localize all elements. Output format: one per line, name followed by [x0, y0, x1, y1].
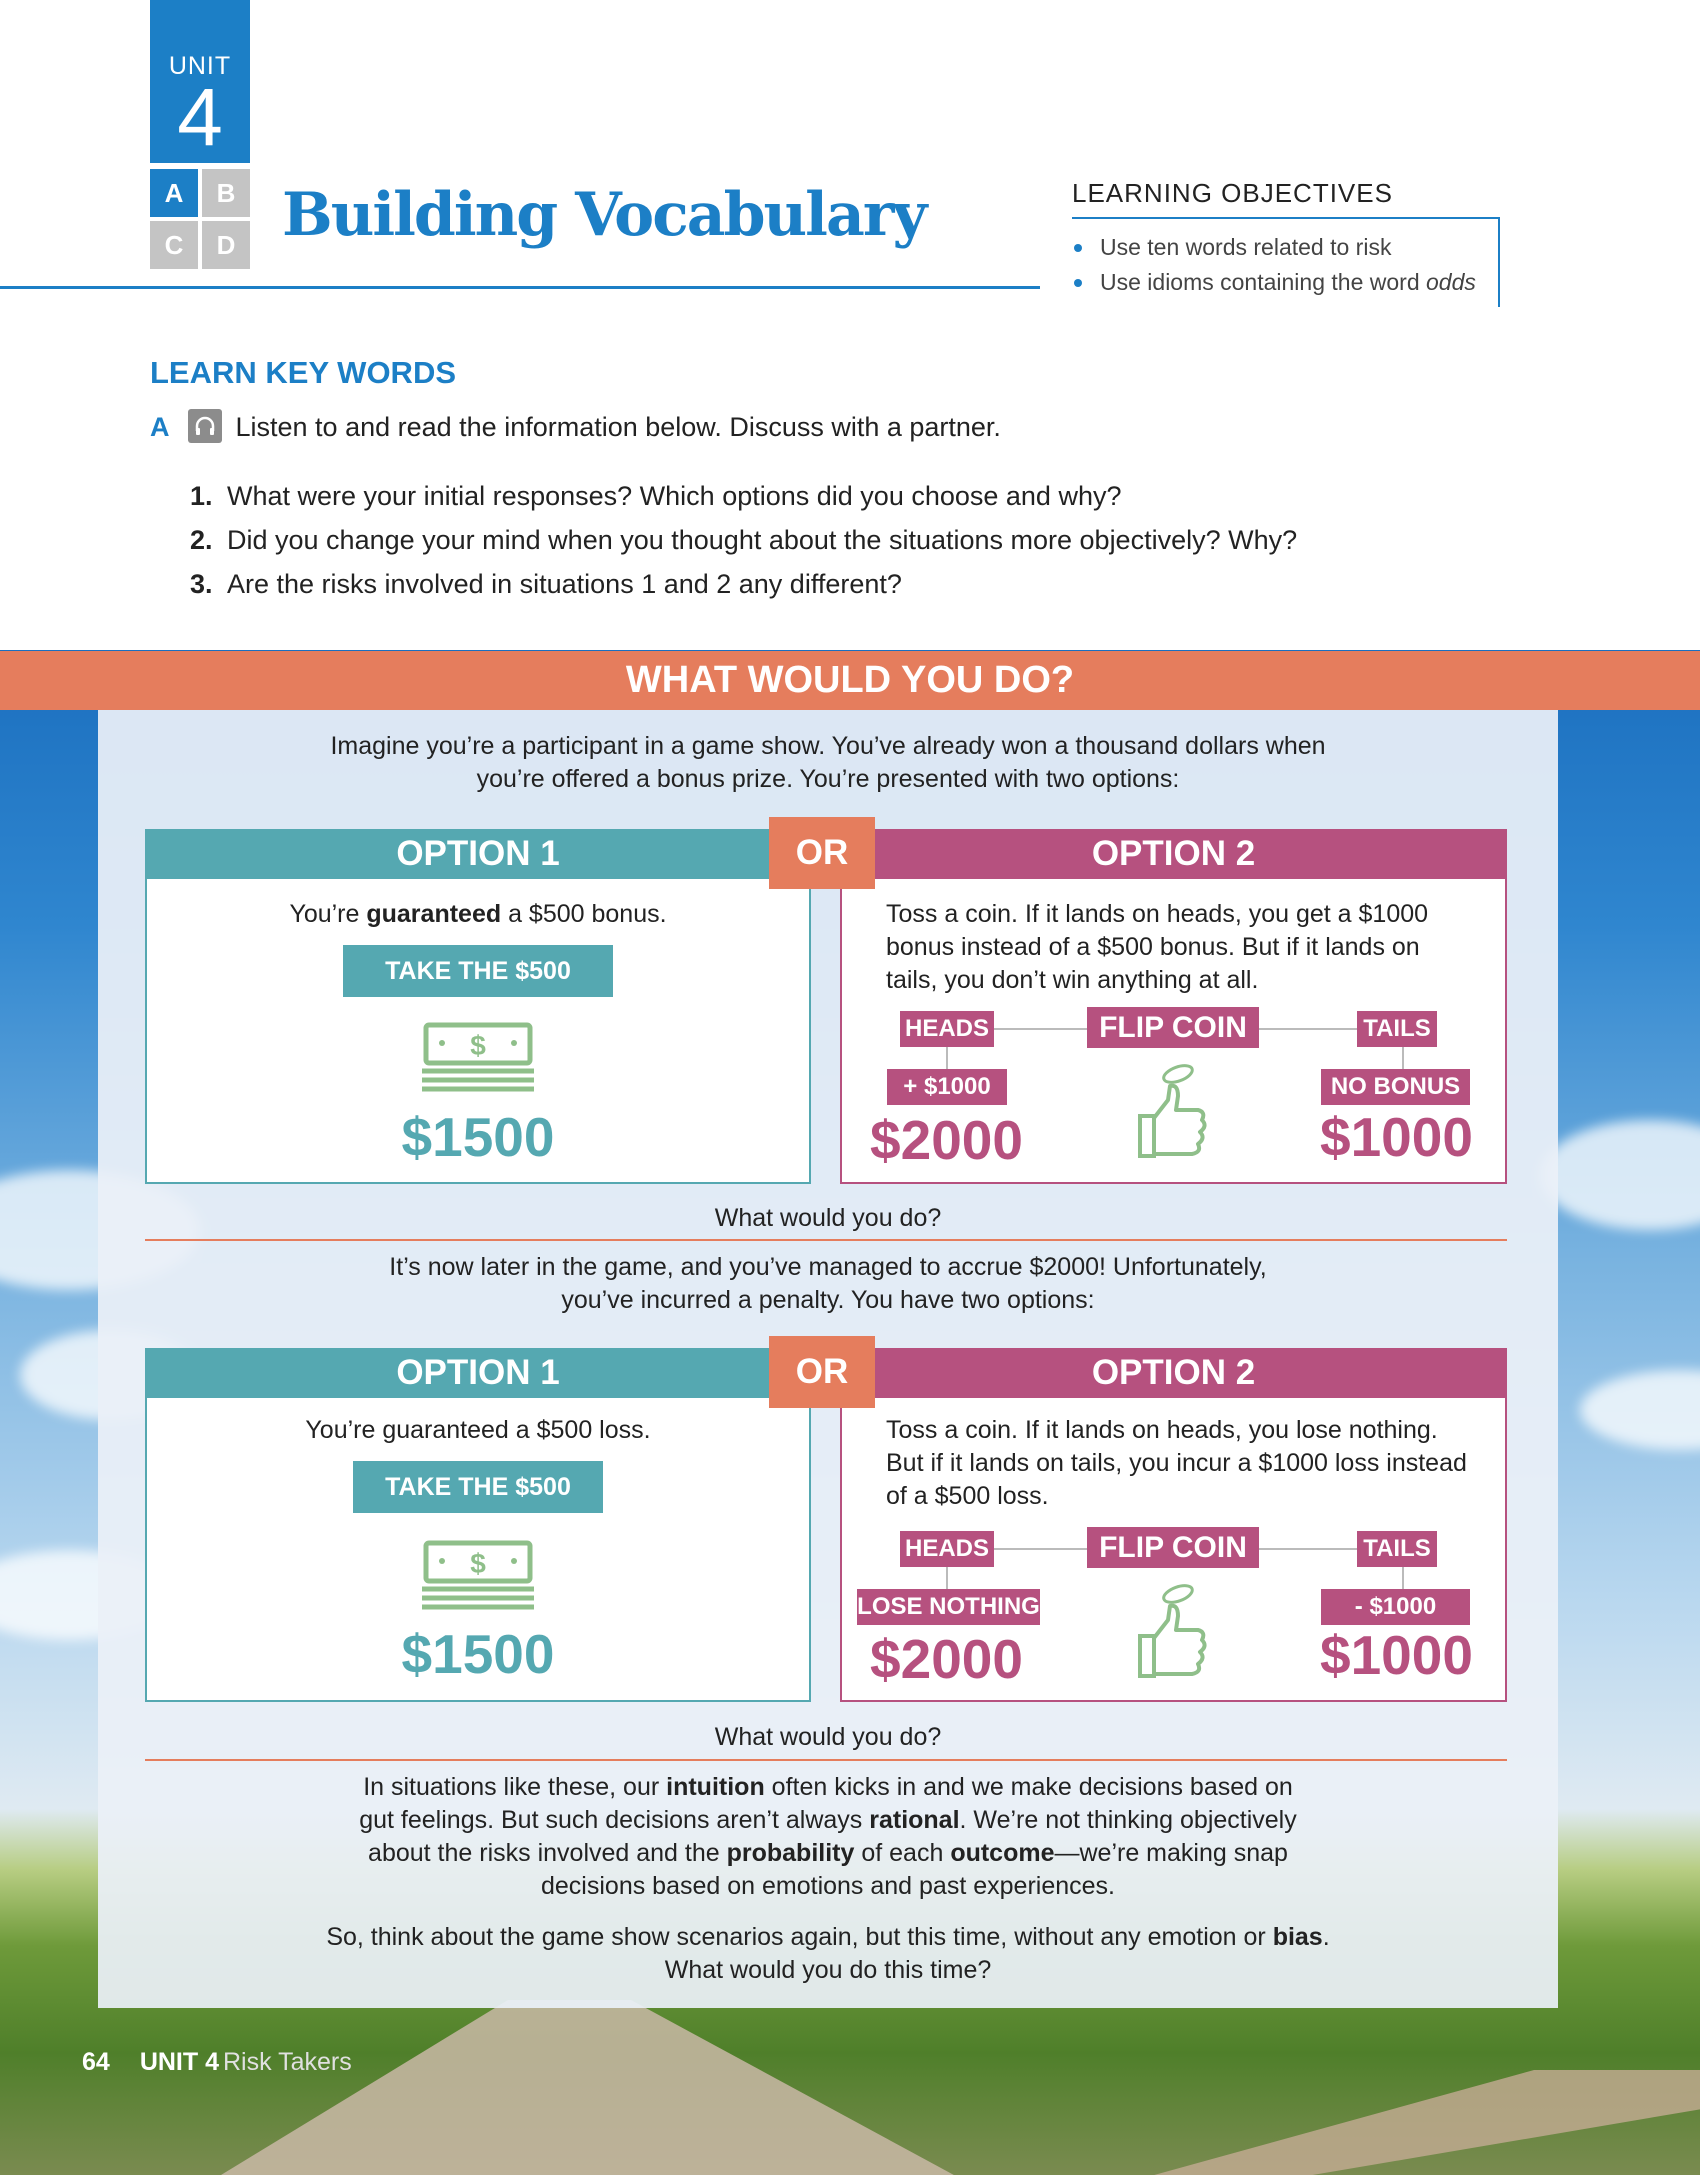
final-prompt	[98, 1921, 1558, 1987]
section-tabs	[150, 169, 250, 271]
intro-text	[98, 730, 1558, 796]
connector-line	[946, 1566, 948, 1590]
footer-unit: UNIT 4	[139, 2048, 219, 2076]
objective-emphasis: odds	[1426, 269, 1476, 295]
question-number: 1.	[190, 481, 213, 511]
option2-header: OPTION 2	[840, 1348, 1507, 1398]
section-divider	[145, 1759, 1507, 1761]
section-divider	[145, 1239, 1507, 1241]
objective-text: Use idioms containing the word	[1100, 269, 1426, 295]
key-word: outcome	[950, 1839, 1055, 1867]
question-list	[190, 474, 1297, 606]
mid-line: It’s now later in the game, and you’ve managed to accrue $2000! Unfortunately,	[389, 1253, 1267, 1281]
conclusion-line	[98, 1771, 1558, 1804]
text-part: about the risks involved and the	[368, 1839, 727, 1867]
dirt-road	[180, 2000, 1000, 2175]
section-tab-a[interactable]: A	[150, 169, 198, 217]
connector-line	[1402, 1566, 1404, 1590]
tails-label: TAILS	[1357, 1531, 1437, 1567]
intro-line: Imagine you’re a participant in a game show. You’ve already won a thousand dollars when	[330, 732, 1326, 760]
question-text: Are the risks involved in situations 1 and 2 any different?	[227, 569, 902, 599]
intro-line: you’re offered a bonus prize. You’re presented with two options:	[476, 765, 1180, 793]
flip-coin-label: FLIP COIN	[1087, 1527, 1259, 1568]
option2-header: OPTION 2	[840, 829, 1507, 879]
question-item	[190, 474, 1297, 518]
tails-amount: $1000	[1320, 1106, 1473, 1168]
or-badge: OR	[769, 817, 875, 889]
text-part: . We’re not thinking objectively	[959, 1806, 1297, 1834]
tails-amount: $1000	[1320, 1624, 1473, 1686]
objective-item: Use ten words related to risk	[1072, 230, 1476, 265]
question-item	[190, 518, 1297, 562]
cash-stack-icon	[418, 1021, 538, 1093]
text-line: of a $500 loss.	[886, 1482, 1049, 1510]
take-bonus-button[interactable]: TAKE THE $500 BONUS	[343, 945, 613, 997]
text-part: —we’re making snap	[1054, 1839, 1288, 1867]
conclusion-line	[98, 1804, 1558, 1837]
section-tab-b[interactable]: B	[202, 169, 250, 217]
text-part: So, think about the game show scenarios again, but this time, without any emotion or	[326, 1923, 1273, 1951]
flip-coin-label: FLIP COIN	[1087, 1007, 1259, 1048]
svg-text:$: $	[470, 1548, 486, 1579]
or-badge: OR	[769, 1336, 875, 1408]
objective-item	[1072, 265, 1476, 300]
unit-number: 4	[177, 72, 223, 163]
section-tab-d[interactable]: D	[202, 221, 250, 269]
heads-label: HEADS	[900, 1531, 994, 1567]
text-part: of each	[854, 1839, 951, 1867]
audio-headphones-icon[interactable]	[188, 409, 222, 443]
option1-text	[145, 898, 811, 931]
key-word: bias	[1272, 1923, 1323, 1951]
option1-amount: $1500	[401, 1623, 555, 1685]
unit-badge	[150, 0, 250, 163]
text-part: often kicks in and we make decisions based on	[764, 1773, 1293, 1801]
question-text: What were your initial responses? Which options did you choose and why?	[227, 481, 1122, 511]
tails-label: TAILS	[1357, 1011, 1437, 1047]
bold-term: guaranteed	[366, 900, 502, 928]
mid-line: you’ve incurred a penalty. You have two options:	[561, 1286, 1095, 1314]
text-line: But if it lands on tails, you incur a $1000 loss instead	[886, 1449, 1467, 1477]
unit-label: UNIT	[168, 52, 232, 80]
key-word: probability	[726, 1839, 855, 1867]
prompt-question: What would you do?	[714, 1723, 942, 1751]
connector-line	[1402, 1046, 1404, 1070]
heads-result: LOSE NOTHING	[857, 1589, 1040, 1625]
conclusion-line: decisions based on emotions and past experiences.	[541, 1872, 1115, 1900]
question-number: 3.	[190, 569, 213, 599]
tails-result: - $1000	[1321, 1589, 1470, 1625]
title-divider	[0, 286, 1040, 289]
key-word: intuition	[666, 1773, 765, 1801]
conclusion-text	[98, 1771, 1558, 1903]
key-word: rational	[869, 1806, 960, 1834]
connector-line	[946, 1046, 948, 1070]
conclusion-line	[98, 1837, 1558, 1870]
page-number: 64	[82, 2048, 110, 2076]
tails-result: NO BONUS	[1321, 1069, 1470, 1105]
thumbs-up-coin-icon	[1132, 1060, 1212, 1165]
question-item	[190, 562, 1297, 606]
infographic-title: WHAT WOULD YOU DO?	[0, 651, 1700, 710]
text-line: bonus instead of a $500 bonus. But if it lands on	[886, 933, 1420, 961]
option2-text	[886, 898, 1486, 997]
text-part: gut feelings. But such decisions aren’t always	[359, 1806, 870, 1834]
text-line: Toss a coin. If it lands on heads, you lose nothing.	[886, 1416, 1438, 1444]
instruction-text: Listen to and read the information below. Discuss with a partner.	[235, 412, 1001, 443]
text-part: .	[1322, 1923, 1330, 1951]
question-number: 2.	[190, 525, 213, 555]
option1-header: OPTION 1	[145, 1348, 811, 1398]
text-part: a $500 bonus.	[501, 900, 667, 928]
thumbs-up-coin-icon	[1132, 1580, 1212, 1685]
text-line: tails, you don’t win anything at all.	[886, 966, 1259, 994]
question-text: Did you change your mind when you thought about the situations more objectively? Why?	[227, 525, 1298, 555]
learning-objectives-list	[1072, 230, 1476, 300]
option2-text	[886, 1414, 1496, 1513]
svg-text:$: $	[470, 1030, 486, 1061]
prompt-question: What would you do?	[714, 1204, 942, 1232]
heads-amount: $2000	[870, 1109, 1023, 1171]
page-footer	[82, 2048, 352, 2077]
take-loss-button[interactable]: TAKE THE $500 LOSS	[353, 1461, 603, 1513]
exercise-letter: A	[150, 412, 170, 443]
cash-stack-icon	[418, 1539, 538, 1611]
option1-text: You’re guaranteed a $500 loss.	[305, 1416, 651, 1444]
final-line: What would you do this time?	[664, 1956, 992, 1984]
page-title: Building Vocabulary	[282, 180, 926, 250]
heads-result: + $1000	[887, 1069, 1007, 1105]
dirt-road	[1100, 2070, 1700, 2175]
final-line	[98, 1921, 1558, 1954]
option1-header: OPTION 1	[145, 829, 811, 879]
text-line: Toss a coin. If it lands on heads, you get a $1000	[886, 900, 1429, 928]
option1-amount: $1500	[401, 1106, 555, 1168]
text-part: You’re	[289, 900, 367, 928]
heads-label: HEADS	[900, 1011, 994, 1047]
mid-text	[98, 1251, 1558, 1317]
learning-objectives-heading: LEARNING OBJECTIVES	[1072, 178, 1393, 208]
section-heading: LEARN KEY WORDS	[150, 355, 457, 390]
text-part: In situations like these, our	[363, 1773, 667, 1801]
section-tab-c[interactable]: C	[150, 221, 198, 269]
heads-amount: $2000	[870, 1628, 1023, 1690]
exercise-instruction	[150, 412, 1001, 446]
footer-topic: Risk Takers	[223, 2048, 352, 2076]
